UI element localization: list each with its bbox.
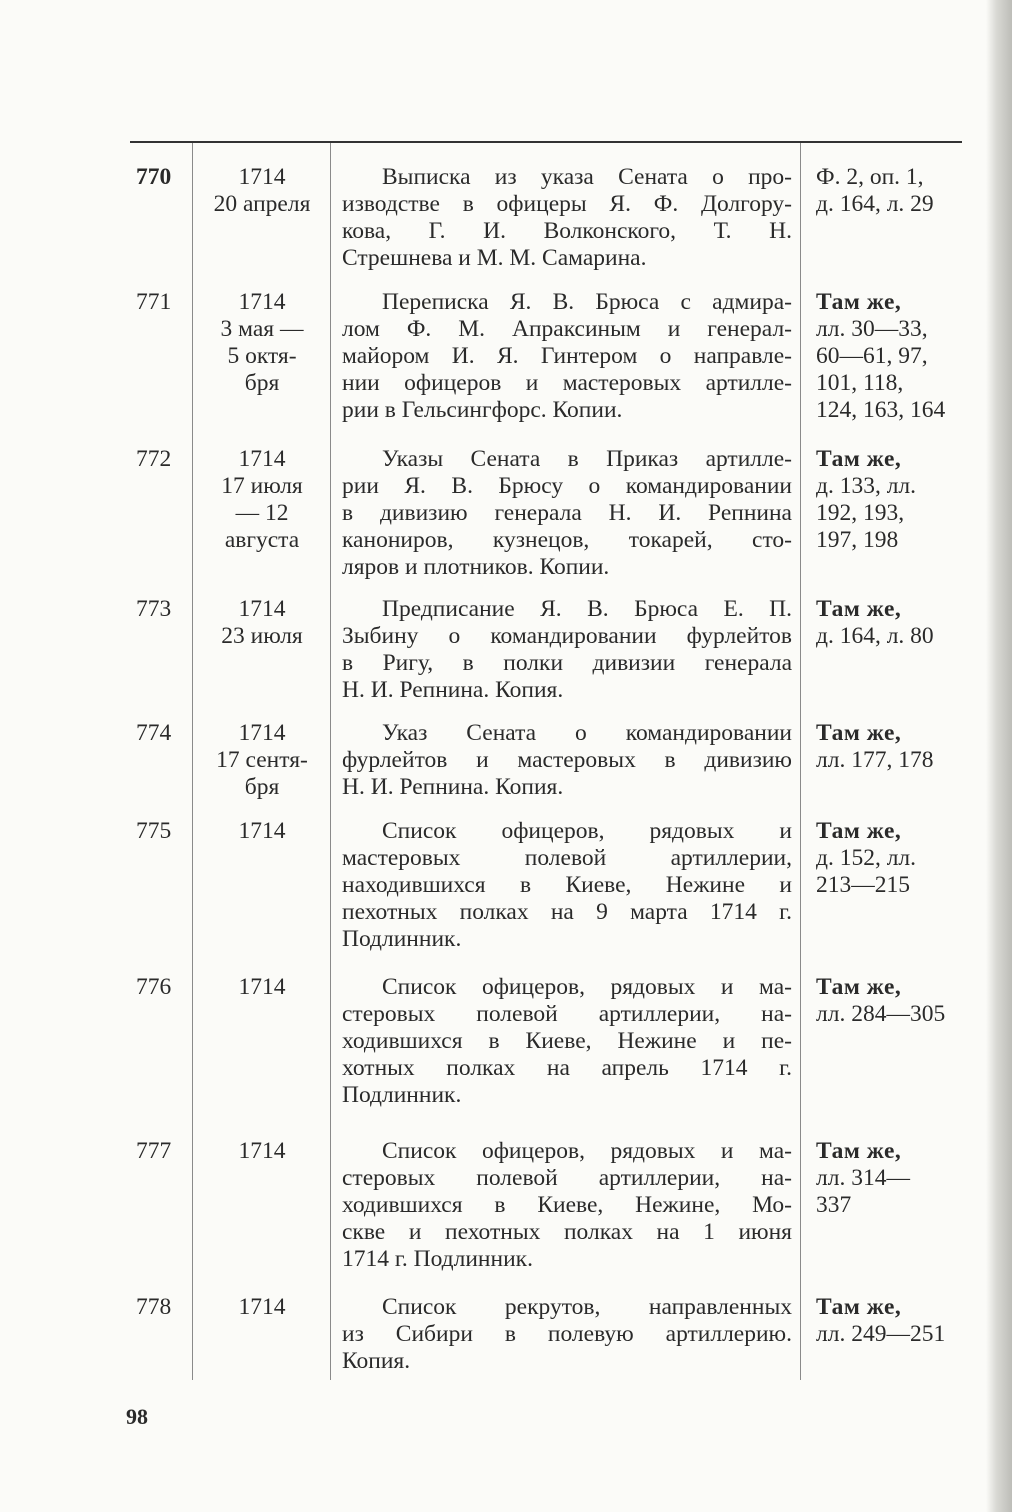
- entry-reference: [816, 1138, 966, 1219]
- entry-description: [342, 974, 792, 1109]
- page-edge-shadow: [986, 0, 1012, 1512]
- entry-reference-line: 101, 118,: [816, 370, 904, 396]
- entry-date: [194, 596, 330, 650]
- entry-description-line: из Сибири в полевую артиллерию.: [342, 1321, 792, 1347]
- entry-reference: [816, 818, 966, 899]
- entry-date: [194, 446, 330, 554]
- entry-description: [342, 164, 792, 272]
- entry-reference-line: Там же,: [816, 974, 902, 1000]
- entry-number: 772: [136, 446, 172, 472]
- entry-date-line: 1714: [238, 164, 286, 190]
- entry-description-line: Предписание Я. В. Брюса Е. П.: [382, 596, 792, 622]
- entry-date: [194, 1138, 330, 1165]
- entry-reference-line: 60—61, 97,: [816, 343, 928, 369]
- entry-date-line: 1714: [238, 974, 286, 1000]
- entry-reference: [816, 289, 966, 424]
- entry-description-line: кова, Г. И. Волконского, Т. Н.: [342, 218, 792, 244]
- entry-reference-line: д. 164, л. 29: [816, 191, 934, 217]
- entry-number: 778: [136, 1294, 172, 1320]
- entry-date: [194, 289, 330, 397]
- entry-date-line: 1714: [238, 1138, 286, 1164]
- entry-description-line: стеровых полевой артиллерии, на-: [342, 1165, 792, 1191]
- entry-number: 776: [136, 974, 172, 1000]
- entry-reference-line: Там же,: [816, 1138, 902, 1164]
- column-divider-2: [330, 143, 331, 1380]
- column-divider-3: [800, 143, 801, 1380]
- entry-date-line: 1714: [238, 596, 286, 622]
- entry-date-line: 1714: [238, 720, 286, 746]
- entry-reference-line: Там же,: [816, 1294, 902, 1320]
- entry-description-line: изводстве в офицеры Я. Ф. Долгору-: [342, 191, 792, 217]
- entry-description-line: Указы Сената в Приказ артилле-: [382, 446, 792, 472]
- entry-number: 777: [136, 1138, 172, 1164]
- entry-date-line: 1714: [238, 1294, 286, 1320]
- page-number: 98: [126, 1404, 148, 1429]
- entry-date-line: бря: [244, 774, 280, 800]
- entry-date-line: 17 июля: [221, 473, 303, 499]
- entry-date: [194, 164, 330, 218]
- entry-description-line: майором И. Я. Гинтером о направле-: [342, 343, 792, 369]
- entry-reference: [816, 1294, 966, 1348]
- entry-reference-line: лл. 314—: [816, 1165, 910, 1191]
- entry-reference-line: 124, 163, 164: [816, 397, 946, 423]
- entry-description-line: мастеровых полевой артиллерии,: [342, 845, 792, 871]
- entry-number: 773: [136, 596, 172, 622]
- entry-description-line: Список рекрутов, направленных: [382, 1294, 792, 1320]
- entry-date-line: 3 мая —: [220, 316, 304, 342]
- entry-description-line: Н. И. Репнина. Копия.: [342, 677, 564, 703]
- entry-description-line: скве и пехотных полках на 1 июня: [342, 1219, 792, 1245]
- entry-reference-line: лл. 177, 178: [816, 747, 934, 773]
- entry-description-line: в дивизию генерала Н. И. Репнина: [342, 500, 792, 526]
- entry-reference-line: 197, 198: [816, 527, 899, 553]
- entry-description: [342, 720, 792, 801]
- entry-reference: [816, 596, 966, 650]
- entry-description-line: Подлинник.: [342, 926, 462, 952]
- entry-date-line: 1714: [238, 289, 286, 315]
- table-top-rule: [130, 141, 962, 143]
- entry-date: [194, 720, 330, 801]
- entry-description-line: Список офицеров, рядовых и ма-: [382, 974, 792, 1000]
- entry-description-line: лом Ф. М. Апраксиным и генерал-: [342, 316, 792, 342]
- entry-description-line: Стрешнева и М. М. Самарина.: [342, 245, 647, 271]
- entry-date-line: 17 сентя-: [216, 747, 308, 773]
- entry-date-line: 23 июля: [221, 623, 303, 649]
- entry-description: [342, 1294, 792, 1375]
- entry-description-line: Копия.: [342, 1348, 411, 1374]
- entry-description-line: хотных полках на апрель 1714 г.: [342, 1055, 792, 1081]
- entry-number: 771: [136, 289, 172, 315]
- entry-description-line: находившихся в Киеве, Нежине и: [342, 872, 792, 898]
- entry-description-line: стеровых полевой артиллерии, на-: [342, 1001, 792, 1027]
- entry-reference-line: 192, 193,: [816, 500, 905, 526]
- entry-description-line: ляров и плотников. Копии.: [342, 554, 610, 580]
- entry-description-line: канониров, кузнецов, токарей, сто-: [342, 527, 792, 553]
- entry-description-line: в Ригу, в полки дивизии генерала: [342, 650, 792, 676]
- entry-date: [194, 818, 330, 845]
- entry-reference-line: Там же,: [816, 720, 902, 746]
- entry-reference: [816, 446, 966, 554]
- entry-description-line: Список офицеров, рядовых и: [382, 818, 792, 844]
- entry-reference: [816, 164, 966, 218]
- entry-date-line: 1714: [238, 446, 286, 472]
- entry-reference-line: 213—215: [816, 872, 910, 898]
- entry-reference-line: Ф. 2, оп. 1,: [816, 164, 924, 190]
- entry-description: [342, 446, 792, 581]
- entry-date-line: 20 апреля: [213, 191, 311, 217]
- entry-reference-line: д. 152, лл.: [816, 845, 917, 871]
- entry-date: [194, 1294, 330, 1321]
- entry-date-line: — 12: [235, 500, 289, 526]
- entry-number: 770: [136, 164, 172, 190]
- entry-reference-line: лл. 284—305: [816, 1001, 946, 1027]
- entry-date: [194, 974, 330, 1001]
- entry-date-line: бря: [244, 370, 280, 396]
- entry-description-line: Указ Сената о командировании: [382, 720, 792, 746]
- entry-description-line: рии Я. В. Брюсу о командировании: [342, 473, 792, 499]
- entry-description-line: Переписка Я. В. Брюса с адмира-: [382, 289, 792, 315]
- entry-reference-line: 337: [816, 1192, 852, 1218]
- entry-date-line: августа: [224, 527, 300, 553]
- entry-description-line: пехотных полках на 9 марта 1714 г.: [342, 899, 792, 925]
- entry-reference-line: д. 164, л. 80: [816, 623, 934, 649]
- entry-reference-line: Там же,: [816, 596, 902, 622]
- entry-description-line: Выписка из указа Сената о про-: [382, 164, 792, 190]
- entry-description: [342, 1138, 792, 1273]
- entry-reference-line: Там же,: [816, 818, 902, 844]
- entry-description: [342, 818, 792, 953]
- entry-description: [342, 596, 792, 704]
- column-divider-1: [192, 143, 193, 1380]
- entry-reference-line: лл. 249—251: [816, 1321, 946, 1347]
- entry-number: 774: [136, 720, 172, 746]
- entry-reference-line: лл. 30—33,: [816, 316, 928, 342]
- entry-description-line: Зыбину о командировании фурлейтов: [342, 623, 792, 649]
- entry-reference-line: Там же,: [816, 446, 902, 472]
- entry-reference: [816, 974, 966, 1028]
- entry-number: 775: [136, 818, 172, 844]
- entry-date-line: 5 октя-: [227, 343, 297, 369]
- entry-reference-line: Там же,: [816, 289, 902, 315]
- entry-description-line: Список офицеров, рядовых и ма-: [382, 1138, 792, 1164]
- entry-reference-line: д. 133, лл.: [816, 473, 917, 499]
- entry-reference: [816, 720, 966, 774]
- entry-description-line: Подлинник.: [342, 1082, 462, 1108]
- entry-date-line: 1714: [238, 818, 286, 844]
- entry-description-line: ходившихся в Киеве, Нежине и пе-: [342, 1028, 792, 1054]
- entry-description-line: фурлейтов и мастеровых в дивизию: [342, 747, 792, 773]
- entry-description-line: нии офицеров и мастеровых артилле-: [342, 370, 792, 396]
- entry-description-line: ходившихся в Киеве, Нежине, Мо-: [342, 1192, 792, 1218]
- entry-description: [342, 289, 792, 424]
- entry-description-line: рии в Гельсингфорс. Копии.: [342, 397, 623, 423]
- entry-description-line: Н. И. Репнина. Копия.: [342, 774, 564, 800]
- entry-description-line: 1714 г. Подлинник.: [342, 1246, 533, 1272]
